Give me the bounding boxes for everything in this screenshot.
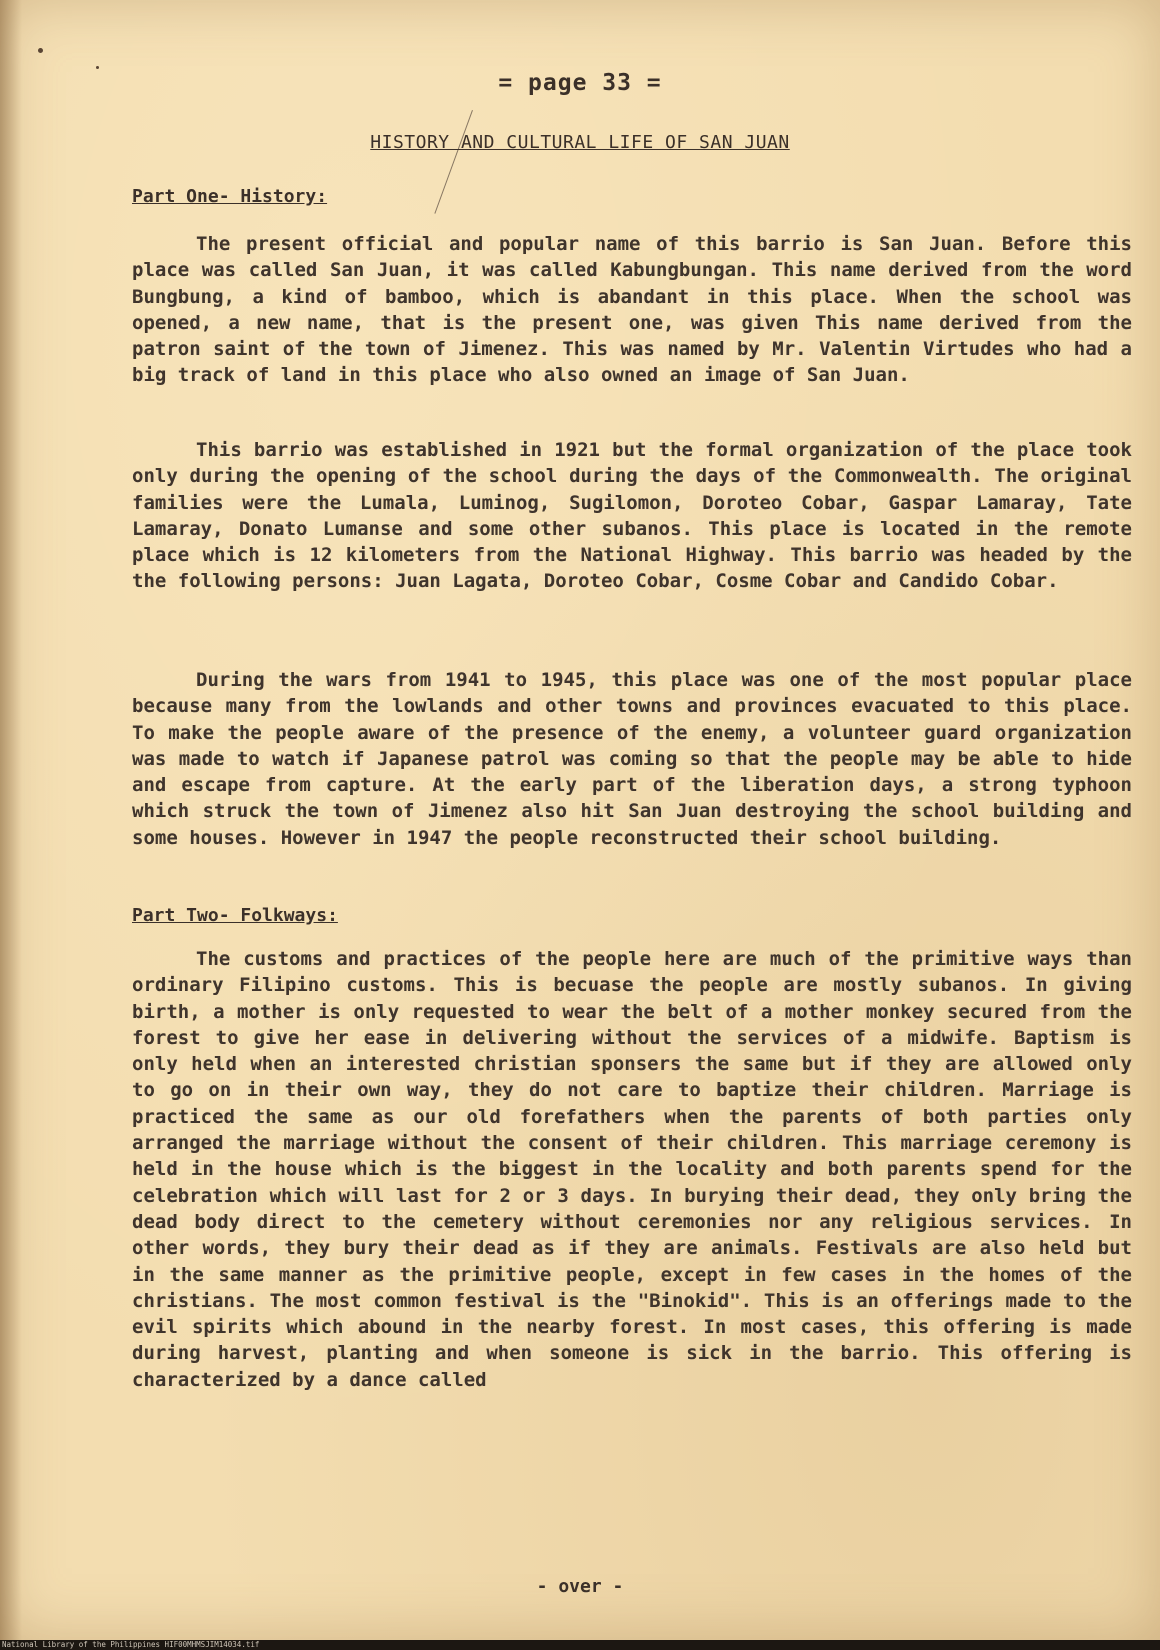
page-footer: - over -	[536, 1576, 624, 1597]
folkways-paragraph-1: The customs and practices of the people here are much of the primitive ways than ordinary Filipino customs. This is becuase the people are mostly subanos. In giving birth, a mother is only requested to wear the belt of a mother monkey secured from the forest to give her ease in delivering without the services of a midwife. Baptism is only held when an interested christian sponsers the same but if they are allowed only to go on in their own way, they do not care to baptize their children. Marriage is practiced the same as our old forefathers when the parents of both parties only arranged the marriage without the consent of their children. This marriage ceremony is held in the house which is the biggest in the locality and both parents spend for the celebration which will last for 2 or 3 days. In burying their dead, they only bring the dead body direct to the cemetery without ceremonies nor any religious services. In other words, they bury their dead as if they are animals. Festivals are also held but in the same manner as the primitive people, except in few cases in the homes of the christians. The most common festival is the "Binokid". This is an offerings made to the evil spirits which abound in the nearby forest. In most cases, this offering is made during harvest, planting and when someone is sick in the barrio. This offering is characterized by a dance called	[132, 948, 1132, 1391]
page-number: = page 33 =	[498, 70, 662, 96]
history-paragraph-1: The present official and popular name of this barrio is San Juan. Before this place was called San Juan, it was called Kabungbungan. This name derived from the word Bungbung, a kind of bamboo, which is abandant in this place. When the school was opened, a new name, that is the present one, was given This name derived from the patron saint of the town of Jimenez. This was named by Mr. Valentin Virtudes who had a big track of land in this place who also owned an image of San Juan.	[132, 233, 1132, 387]
pencil-stroke	[434, 110, 473, 214]
history-paragraph-3: During the wars from 1941 to 1945, this place was one of the most popular place because many from the lowlands and other towns and provinces evacuated to this place. To make the people aware of the presence of the enemy, a volunteer guard organization was made to watch if Japanese patrol was coming so that the people may be able to hide and escape from capture. At the early part of the liberation days, a strong typhoon which struck the town of Jimenez also hit San Juan destroying the school building and some houses. However in 1947 the people reconstructed their school building.	[132, 669, 1132, 849]
section-heading-folkways: Part Two- Folkways:	[132, 905, 338, 926]
document-title: HISTORY AND CULTURAL LIFE OF SAN JUAN	[370, 132, 790, 153]
section-heading-history: Part One- History:	[132, 186, 328, 207]
scan-source-label: National Library of the Philippines HIF00MHMSJIM14034.tif	[2, 1640, 260, 1649]
history-paragraph-2: This barrio was established in 1921 but the formal organization of the place took only during the opening of the school during the days of the Commonwealth. The original families were the Lumala, Luminog, Sugilomon, Doroteo Cobar, Gaspar Lamaray, Tate Lamaray, Donato Lumanse and some other subanos. This place is located in the remote place which is 12 kilometers from the National Highway. This barrio was headed by the the following persons: Juan Lagata, Doroteo Cobar, Cosme Cobar and Candido Cobar.	[132, 439, 1132, 593]
